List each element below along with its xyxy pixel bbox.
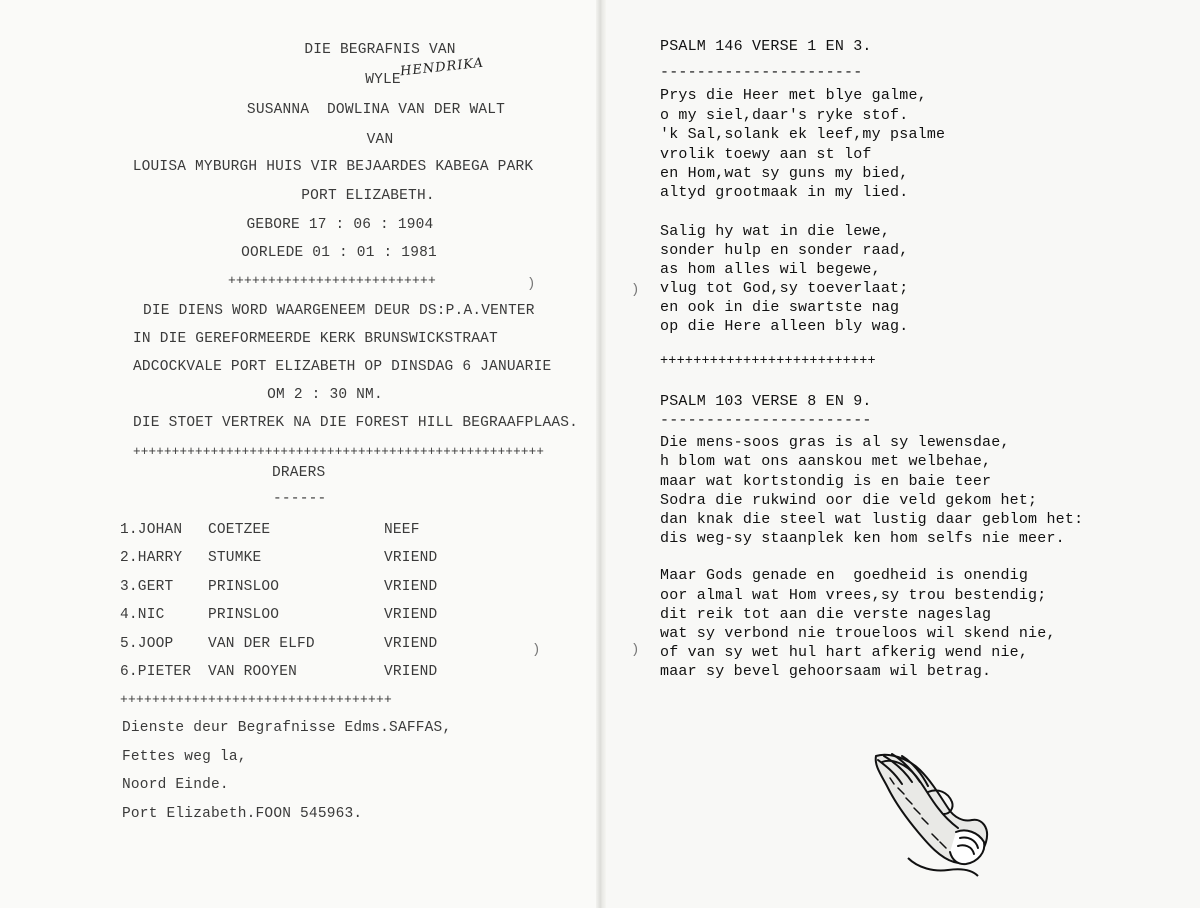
undertaker-line-2: Fettes weg la, [122,749,247,765]
psalm-103-underline: ----------------------- [660,412,872,429]
service-line-1: DIE DIENS WORD WAARGENEEM DEUR DS:P.A.VENTER [143,303,535,319]
bearers-underline: ------ [273,491,327,507]
service-line-4: OM 2 : 30 NM. [267,387,383,403]
psalm-146-underline: ---------------------- [660,64,863,81]
wyle-label: WYLE [365,72,401,88]
psalm-103-line: h blom wat ons aanskou met welbehae, [660,453,992,470]
psalm-146-line: sonder hulp en sonder raad, [660,242,909,259]
psalm-146-line: altyd grootmaak in my lied. [660,184,909,201]
psalm-146-line: Prys die Heer met blye galme, [660,87,927,104]
bearer-relation: VRIEND [384,664,438,680]
psalm-146-line: o my siel,daar's ryke stof. [660,107,909,124]
death-date: OORLEDE 01 : 01 : 1981 [241,245,437,261]
psalm-103-line: Die mens-soos gras is al sy lewensdae, [660,434,1010,451]
city: PORT ELIZABETH. [301,188,435,204]
van-label: VAN [366,132,394,148]
undertaker-line-4: Port Elizabeth.FOON 545963. [122,806,363,822]
punch-mark: ) [532,642,541,658]
residence: LOUISA MYBURGH HUIS VIR BEJAARDES KABEGA PARK [132,159,534,175]
psalm-103-line: Maar Gods genade en goedheid is onendig [660,567,1029,584]
bearer-first-name: 6.PIETER [120,664,192,680]
psalm-103-line: dan knak die steel wat lustig daar geblom het: [660,511,1084,528]
psalm-146-line: Salig hy wat in die lewe, [660,223,891,240]
separator-long: +++++++++++++++++++++++++++++++++++++++++++++++++++++ [133,445,545,459]
bearer-first-name: 1.JOHAN [120,522,183,538]
page-fold [596,0,606,908]
bearer-relation: VRIEND [384,550,438,566]
bearer-surname: VAN DER ELFD [208,636,315,652]
bearer-surname: PRINSLOO [208,579,280,595]
separator-short: ++++++++++++++++++++++++++ [228,273,437,288]
bearer-surname: VAN ROOYEN [208,664,298,680]
bearers-heading: DRAERS [272,465,326,481]
praying-hands-icon [868,748,998,878]
psalm-146-line: en Hom,wat sy guns my bied, [660,165,909,182]
bearer-first-name: 2.HARRY [120,550,183,566]
funeral-title: DIE BEGRAFNIS VAN [304,42,456,58]
psalm-103-line: oor almal wat Hom vrees,sy trou bestendig; [660,587,1047,604]
psalm-146-line: op die Here alleen bly wag. [660,318,909,335]
service-line-2: IN DIE GEREFORMEERDE KERK BRUNSWICKSTRAAT [133,331,498,347]
bearer-surname: STUMKE [208,550,262,566]
bearer-relation: NEEF [384,522,420,538]
psalm-103-line: wat sy verbond nie troueloos wil skend nie, [660,625,1056,642]
psalm-103-line: maar wat kortstondig is en baie teer [660,473,992,490]
psalm-103-line: dit reik tot aan die verste nageslag [660,606,992,623]
punch-mark: ) [631,282,640,298]
psalm-103-line: Sodra die rukwind oor die veld gekom het; [660,492,1038,509]
psalm-146-line: vlug tot God,sy toeverlaat; [660,280,909,297]
deceased-name: SUSANNA DOWLINA VAN DER WALT [246,102,506,118]
birth-date: GEBORE 17 : 06 : 1904 [246,217,434,233]
handwritten-name: HENDRIKA [399,55,485,80]
service-line-3: ADCOCKVALE PORT ELIZABETH OP DINSDAG 6 JANUARIE [133,359,552,375]
psalm-146-line: as hom alles wil begewe, [660,261,881,278]
bearer-surname: COETZEE [208,522,271,538]
punch-mark: ) [527,276,536,292]
bearer-first-name: 3.GERT [120,579,174,595]
bearer-first-name: 4.NIC [120,607,165,623]
right-separator: ++++++++++++++++++++++++++ [660,354,876,369]
bearer-relation: VRIEND [384,636,438,652]
psalm-103-line: dis weg-sy staanplek ken hom selfs nie meer. [660,530,1065,547]
service-line-5: DIE STOET VERTREK NA DIE FOREST HILL BEGRAAFPLAAS. [133,415,579,431]
psalm-103-line: maar sy bevel gehoorsaam wil betrag. [660,663,992,680]
psalm-103-title: PSALM 103 VERSE 8 EN 9. [660,393,872,410]
undertaker-line-1: Dienste deur Begrafnisse Edms.SAFFAS, [122,720,452,736]
bearer-surname: PRINSLOO [208,607,280,623]
bearer-relation: VRIEND [384,579,438,595]
punch-mark: ) [631,642,640,658]
undertaker-line-3: Noord Einde. [122,777,229,793]
psalm-146-line: 'k Sal,solank ek leef,my psalme [660,126,946,143]
psalm-146-line: en ook in die swartste nag [660,299,900,316]
psalm-103-line: of van sy wet hul hart afkerig wend nie, [660,644,1029,661]
bearer-first-name: 5.JOOP [120,636,174,652]
psalm-146-title: PSALM 146 VERSE 1 EN 3. [660,38,872,55]
bearer-relation: VRIEND [384,607,438,623]
separator-mid: ++++++++++++++++++++++++++++++++++ [120,692,393,707]
psalm-146-line: vrolik toewy aan st lof [660,146,872,163]
